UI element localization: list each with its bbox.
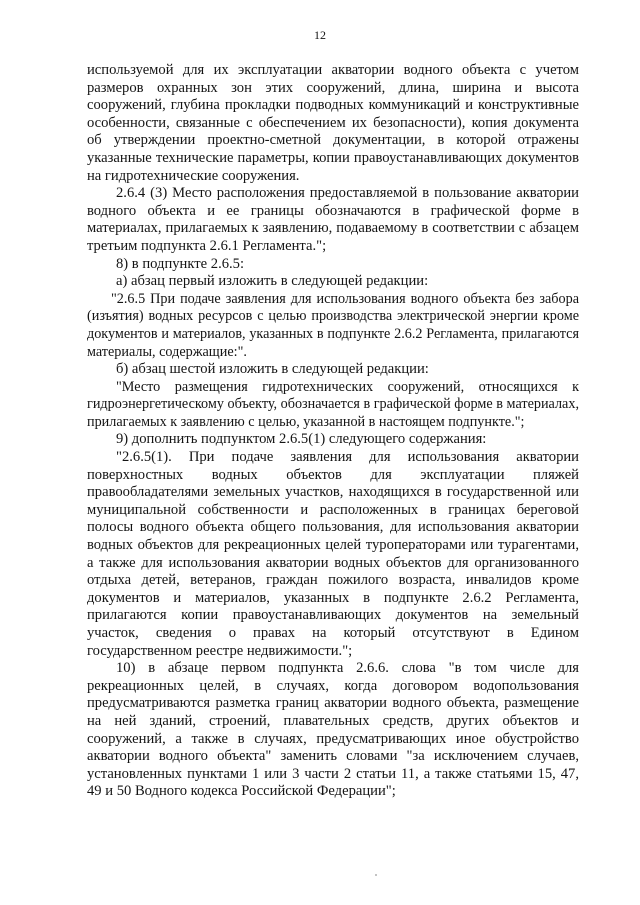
paragraph-item-8: 8) в подпункте 2.6.5: xyxy=(116,255,245,272)
paragraph-2-6-4-3: 2.6.4 (3) Место расположения предоставляемой в пользование акватории водного объекта и ее границы обозначаются в графической форме в материалах, прилагаемых к заявлению, подаваемому в соответствии с абзацем третьим подпункта 2.6.1 Регламента."; xyxy=(87,185,579,254)
paragraph-item-9: 9) дополнить подпунктом 2.6.5(1) следующего содержания: xyxy=(116,431,487,448)
paragraph-hydro-structures-quote: "Место размещения гидротехнических сооружений, относящихся к гидроэнергетическому объекту, обозначается в графической форме в материалах, прилагаемых к заявлению с целью, указанной в настоящем подпункте."; xyxy=(87,378,579,430)
paragraph-subitem-a: а) абзац первый изложить в следующей редакции: xyxy=(116,273,429,290)
scan-speck xyxy=(375,874,377,876)
paragraph-2-6-5-1-quote: "2.6.5(1). При подаче заявления для использования акватории поверхностных водных объектов для эксплуатации пляжей правообладателями земельных участков, находящихся в государственной или муниципальной собственности и расположенных в границах береговой полосы водного объекта общего пользования, для использования акватории водных объектов для рекреационных целей туроператорами или турагентами, а также для использования акватории водных объектов для организованного отдыха детей, ветеранов, граждан пожилого возраста, инвалидов кроме документов и материалов, указанных в подпункте 2.6.2 Регламента, прилагаются копии правоустанавливающих документов на земельный участок, сведения о правах на который отсутствуют в Едином государственном реестре недвижимости."; xyxy=(87,449,579,659)
document-body xyxy=(87,62,579,801)
paragraph-continuation: используемой для их эксплуатации акватории водного объекта с учетом размеров охранных зон этих сооружений, длина, ширина и высота сооружений, глубина прокладки подводных коммуникаций и конструктивные особенности, связанные с обеспечением их безопасности), копия документа об утверждении проектно-сметной документации, в которой отражены указанные технические параметры, копии правоустанавливающих документов на гидротехнические сооружения. xyxy=(87,62,579,184)
paragraph-2-6-5-quote: "2.6.5 При подаче заявления для использования водного объекта без забора (изъятия) водных ресурсов с целью производства электрической энергии кроме документов и материалов, указанных в подпункте 2.6.2 Регламента, прилагаются материалы, содержащие:". xyxy=(87,290,579,360)
page-number: 12 xyxy=(314,28,326,42)
paragraph-subitem-b: б) абзац шестой изложить в следующей редакции: xyxy=(116,361,429,378)
paragraph-item-10: 10) в абзаце первом подпункта 2.6.6. слова "в том числе для рекреационных целей, в случаях, когда договором водопользования предусматриваются разметка границ акватории водного объекта, размещение на ней зданий, строений, плавательных средств, других объектов и сооружений, а также в случаях, предусматривающих иное обустройство акватории водного объекта" заменить словами "за исключением случаев, установленных пунктами 1 или 3 части 2 статьи 11, а также статьями 15, 47, 49 и 50 Водного кодекса Российской Федерации"; xyxy=(87,660,579,800)
